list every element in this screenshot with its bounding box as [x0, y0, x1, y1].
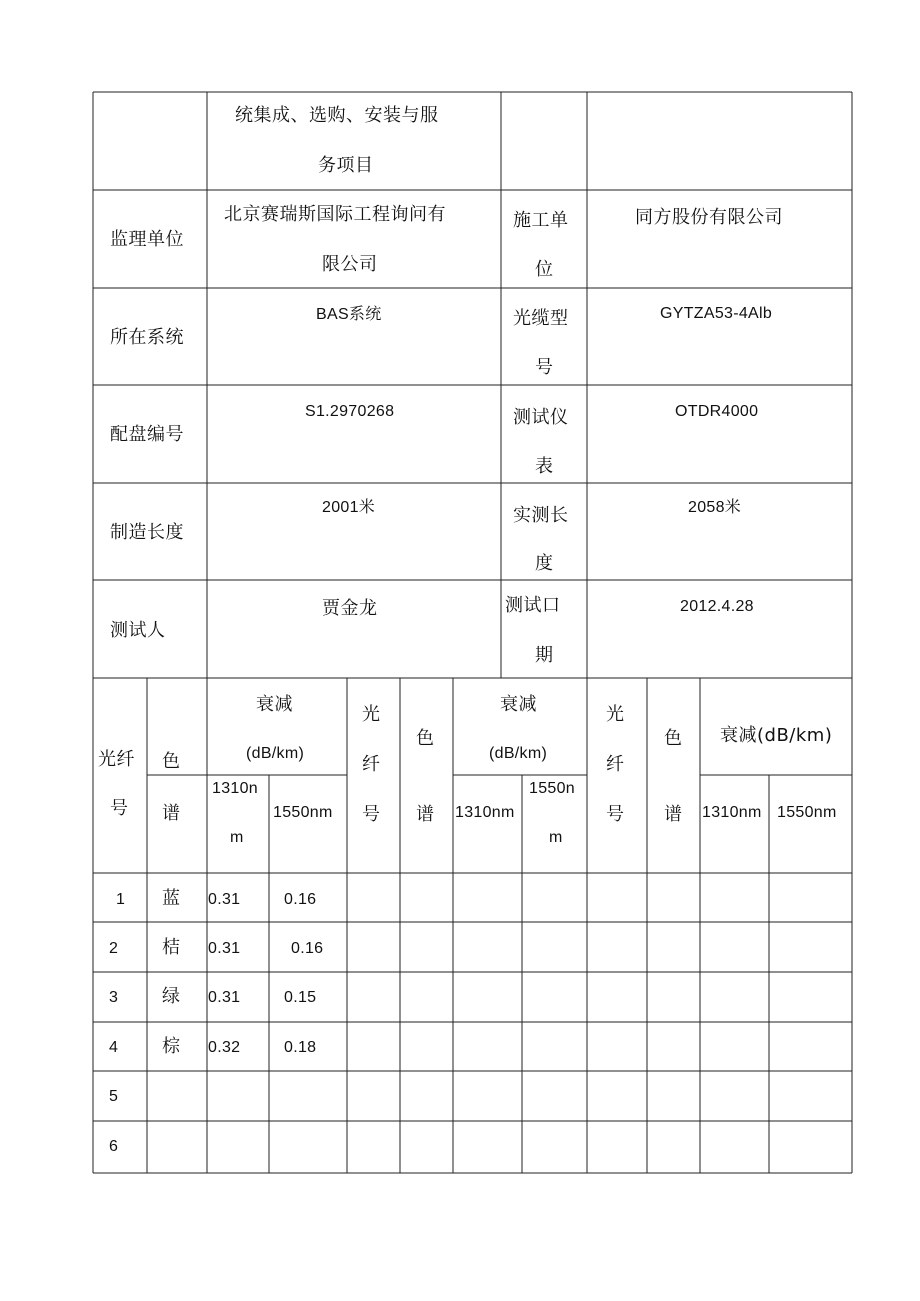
atten-header-g3: 衰减(dB/km) [720, 725, 833, 746]
contractor-label-line1: 施工单 [513, 210, 569, 231]
row3-fiber-no: 3 [109, 989, 119, 1006]
wl1310-header-g1-line2: m [230, 829, 244, 846]
instrument-label-line2: 表 [535, 456, 554, 477]
row1-color: 蓝 [162, 888, 181, 909]
row6-fiber-no: 6 [109, 1138, 119, 1155]
wl1310-header-g2: 1310nm [455, 804, 515, 821]
color-header-g2-line2: 谱 [416, 804, 435, 825]
atten-header-g2-line1: 衰减 [500, 694, 537, 715]
project-name-line2: 务项目 [318, 155, 374, 176]
wl1310-header-g1-line1: 1310n [212, 780, 258, 797]
tester-value: 贾金龙 [322, 598, 378, 619]
system-label: 所在系统 [110, 327, 184, 348]
row4-atten-1310: 0.32 [208, 1039, 241, 1056]
measured-length-label-line2: 度 [535, 553, 554, 574]
mfg-length-label: 制造长度 [110, 522, 184, 543]
instrument-value: OTDR4000 [675, 403, 759, 420]
row1-atten-1310: 0.31 [208, 891, 241, 908]
test-date-value: 2012.4.28 [680, 598, 754, 615]
row1-fiber-no: 1 [116, 891, 126, 908]
cable-type-label-line2: 号 [535, 357, 554, 378]
color-header-g3-line2: 谱 [664, 804, 683, 825]
row4-atten-1550: 0.18 [284, 1039, 317, 1056]
row2-color: 桔 [162, 937, 181, 958]
wl1550-header-g1: 1550nm [273, 804, 333, 821]
color-header-line2: 谱 [162, 803, 181, 824]
fiber-header-g3-v1: 光 [606, 704, 625, 725]
color-header-g2-line1: 色 [416, 728, 435, 749]
row5-fiber-no: 5 [109, 1088, 119, 1105]
contractor-value: 同方股份有限公司 [635, 207, 783, 228]
row2-atten-1310: 0.31 [208, 940, 241, 957]
cable-type-label-line1: 光缆型 [513, 308, 569, 329]
tray-number-value: S1.2970268 [305, 403, 395, 420]
supervisor-value-line1: 北京赛瑞斯国际工程询问有 [224, 204, 446, 225]
instrument-label-line1: 测试仪 [513, 407, 569, 428]
cable-type-value: GYTZA53-4Alb [660, 305, 773, 322]
mfg-length-value: 2001米 [322, 499, 376, 516]
wl1550-header-g2-line2: m [549, 829, 563, 846]
row4-fiber-no: 4 [109, 1039, 119, 1056]
tray-number-label: 配盘编号 [110, 424, 184, 445]
tester-label: 测试人 [110, 620, 166, 641]
fiber-header-g2-v3: 号 [362, 804, 381, 825]
color-header-line1: 色 [162, 751, 181, 772]
fiber-no-header-line1: 光纤 [98, 749, 135, 770]
atten-header-g1-line1: 衰减 [256, 694, 293, 715]
fiber-header-g2-v1: 光 [362, 704, 381, 725]
row3-atten-1550: 0.15 [284, 989, 317, 1006]
supervisor-label: 监理单位 [110, 229, 184, 250]
measured-length-label-line1: 实测长 [513, 505, 569, 526]
measured-length-value: 2058米 [688, 499, 742, 516]
row1-atten-1550: 0.16 [284, 891, 317, 908]
supervisor-value-line2: 限公司 [322, 254, 378, 275]
row3-color: 绿 [162, 986, 181, 1007]
row4-color: 棕 [162, 1036, 181, 1057]
atten-header-g1-line2: (dB/km) [246, 745, 305, 762]
system-value: BAS系统 [316, 306, 382, 323]
wl1310-header-g3: 1310nm [702, 804, 762, 821]
color-header-g3-line1: 色 [664, 728, 683, 749]
row2-atten-1550: 0.16 [291, 940, 324, 957]
test-date-label-line1: 测试口 [505, 595, 561, 616]
row2-fiber-no: 2 [109, 940, 119, 957]
fiber-header-g3-v3: 号 [606, 804, 625, 825]
wl1550-header-g2-line1: 1550n [529, 780, 575, 797]
fiber-no-header-line2: 号 [110, 798, 129, 819]
atten-header-g2-line2: (dB/km) [489, 745, 548, 762]
wl1550-header-g3: 1550nm [777, 804, 837, 821]
fiber-header-g2-v2: 纤 [362, 754, 381, 775]
fiber-header-g3-v2: 纤 [606, 754, 625, 775]
contractor-label-line2: 位 [535, 259, 554, 280]
project-name-line1: 统集成、选购、安装与服 [235, 105, 439, 126]
row3-atten-1310: 0.31 [208, 989, 241, 1006]
test-date-label-line2: 期 [535, 645, 554, 666]
